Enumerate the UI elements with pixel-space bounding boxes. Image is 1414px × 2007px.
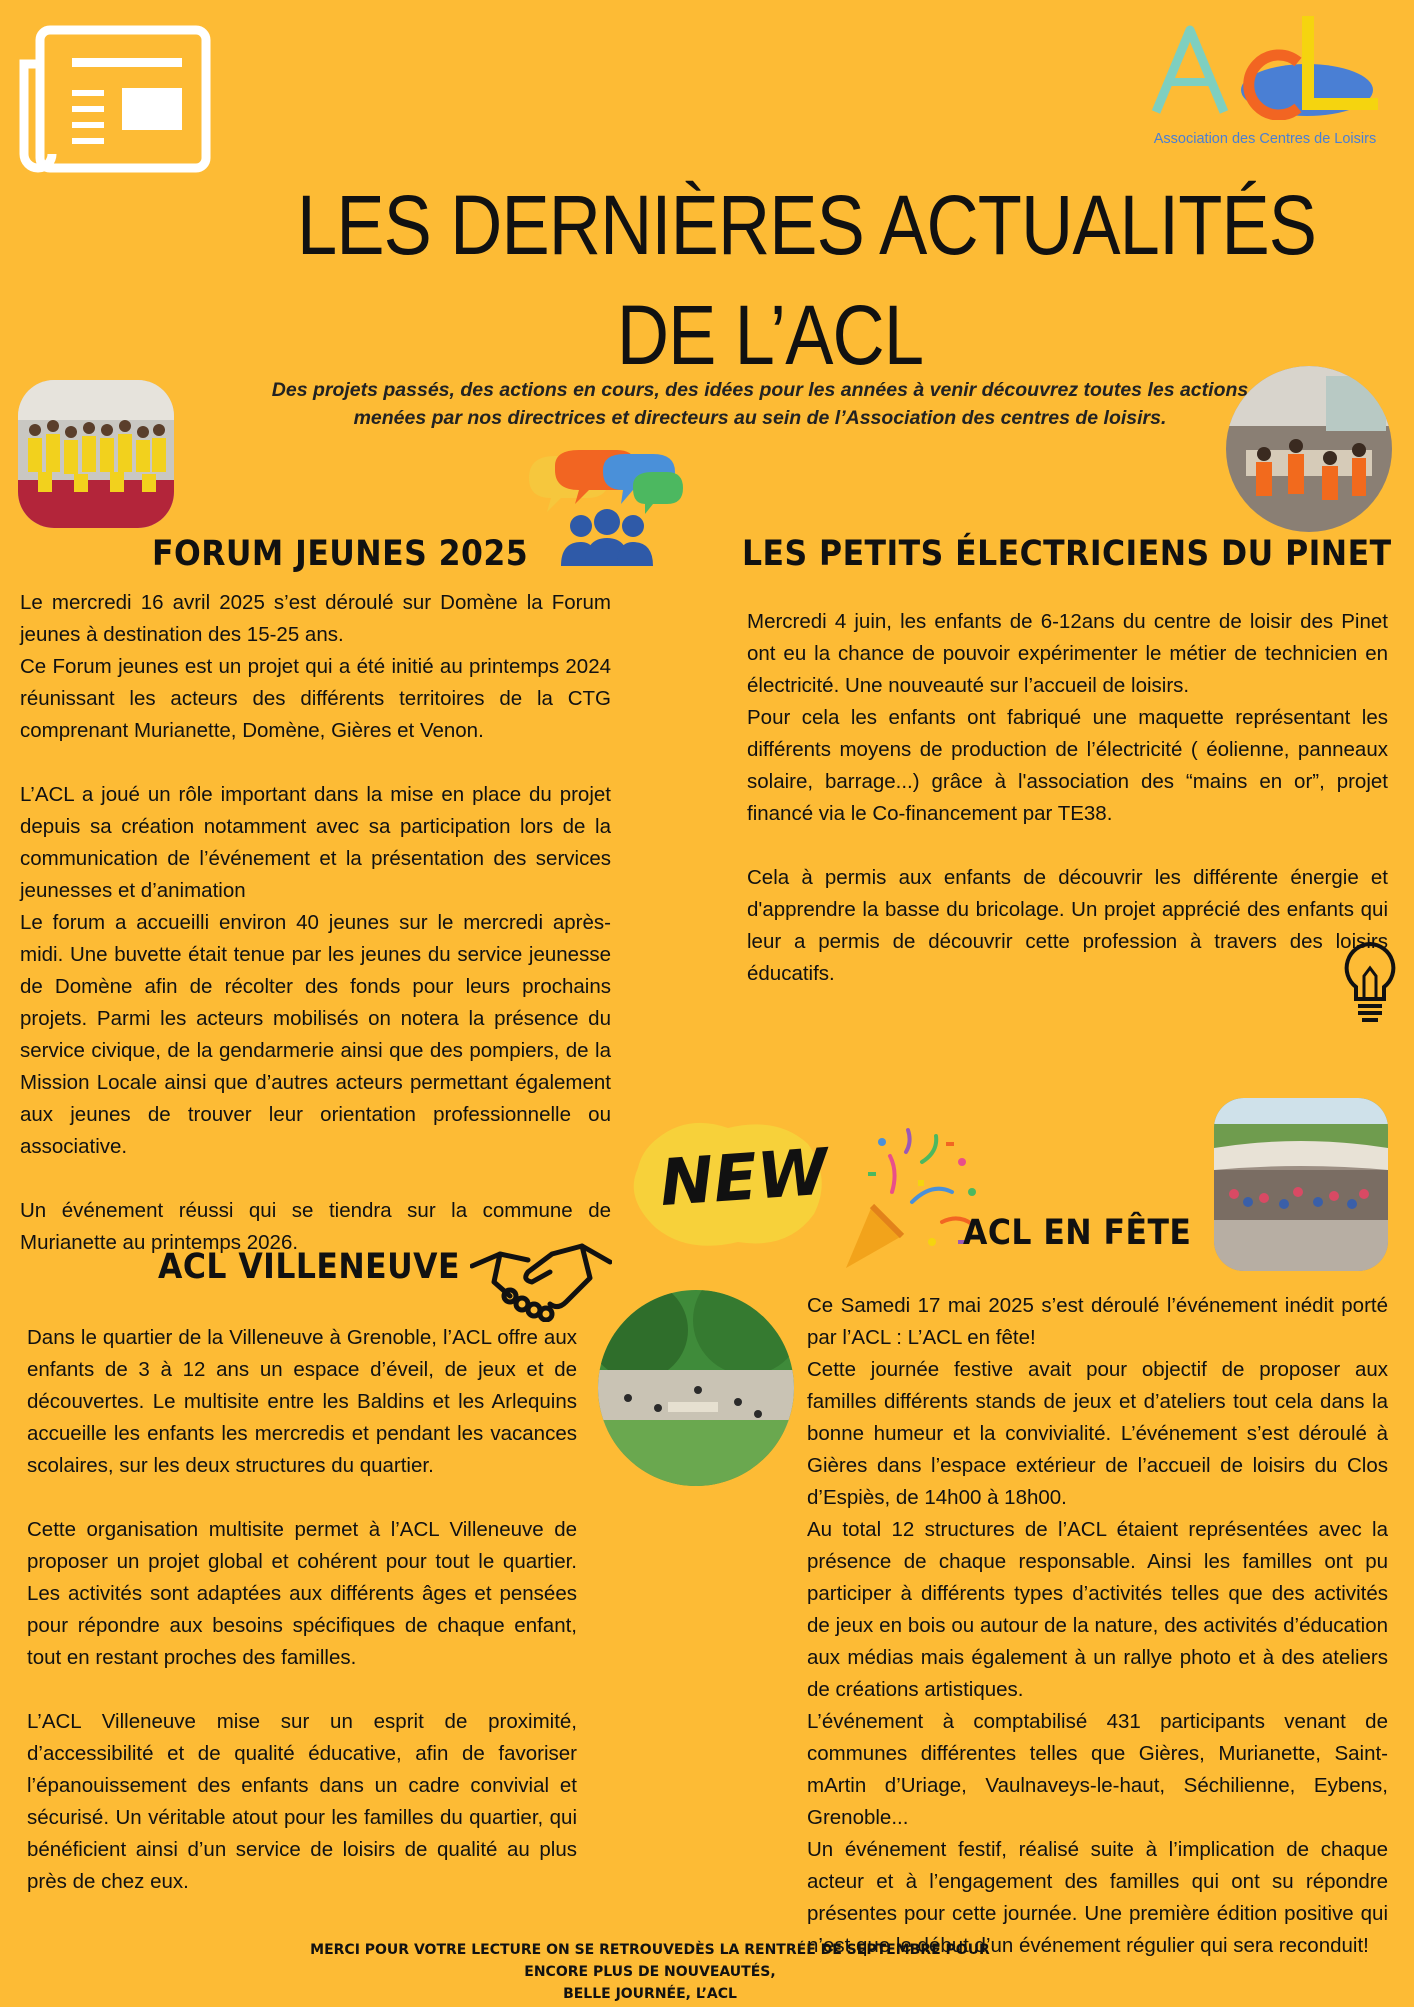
chat-people-icon (525, 448, 685, 568)
fete-photo (1214, 1098, 1388, 1271)
footer-line-2: ENCORE PLUS DE NOUVEAUTÉS, (524, 1964, 776, 1980)
footer-message (250, 1937, 1050, 2007)
forum-body: Le mercredi 16 avril 2025 s’est déroulé sur Domène la Forum jeunes à destination des 15-25 ans. Ce Forum jeunes est un projet qui a été initié au printemps 2024 réunissant les acteurs des différents territoires de la CTG comprenant Murianette, Domène, Gières et Venon. L’ACL a joué un rôle important dans la mise en place du projet depuis sa création notamment avec sa participation lors de la communication de l’événement et la présentation des services jeunesses et d’animation Le forum a accueilli environ 40 jeunes sur le mercredi après-midi. Une buvette était tenue par les jeunes du service jeunesse de Domène afin de récolter des fonds pour leurs prochains projets. Parmi les acteurs mobilisés on notera la présence du service civique, de la gendarmerie ainsi que des pompiers, de la Mission Locale ainsi que d’autres acteurs permettant également aux jeunes de trouver leur orientation professionnelle ou associative. Un événement réussi qui se tiendra sur la commune de Murianette au printemps 2026. (20, 591, 611, 1254)
footer-line-3: BELLE JOURNÉE, L’ACL (563, 1986, 737, 2002)
electriciens-body: Mercredi 4 juin, les enfants de 6-12ans du centre de loisir des Pinet ont eu la chance de pouvoir expérimenter le métier de technicien en électricité. Une nouveauté sur l’accueil de loisirs. Pour cela les enfants ont fabriqué une maquette représentant les différents moyens de production de l’électricité ( éolienne, panneaux solaire, barrage...) grâce à l'association des “mains en or”, projet financé via le Co-financement par TE38. Cela à permis aux enfants de découvrir les différente énergie et d'apprendre la basse du bricolage. Un projet apprécié des enfants qui leur a permis de découvrir cette profession à travers des loisirs éducatifs. (747, 610, 1388, 985)
footer-line-1: MERCI POUR VOTRE LECTURE ON SE RETROUVEDÈS LA RENTRÉE DE SEPTEMBRE POUR (310, 1942, 990, 1958)
villeneuve-body: Dans le quartier de la Villeneuve à Grenoble, l’ACL offre aux enfants de 3 à 12 ans un espace d’éveil, de jeux et de découvertes. Le multisite entre les Baldins et les Arlequins accueille les enfants les mercredis et pendant les vacances scolaires, sur les deux structures du quartier. Cette organisation multisite permet à l’ACL Villeneuve de proposer un projet global et cohérent pour tout le quartier. Les activités sont adaptées aux différents âges et pensées pour répondre aux besoins spécifiques de chaque enfant, tout en restant proches des familles. L’ACL Villeneuve mise sur un esprit de proximité, d’accessibilité et de qualité éducative, afin de favoriser l’épanouissement des enfants dans un cadre convivial et sécurisé. Un véritable atout pour les familles du quartier, qui bénéficient ainsi d’un service de loisirs de qualité au plus près de chez eux. (27, 1326, 577, 1893)
newspaper-icon (16, 24, 214, 174)
fete-body: Ce Samedi 17 mai 2025 s’est déroulé l’événement inédit porté par l’ACL : L’ACL en fête! Cette journée festive avait pour objectif de proposer aux familles différents stands de jeux et d’ateliers tout cela dans la bonne humeur et la convivialité. L’événement s’est déroulé à Gières dans l’espace extérieur de l’accueil de loisirs du Clos d’Espiès, de 14h00 à 18h00. Au total 12 structures de l’ACL étaient représentées avec la présence de chaque responsable. Ainsi les familles ont pu participer à différents types d’activités telles que des activités de jeux en bois ou autour de la nature, des activités d’éducation aux médias mais également à un rallye photo et à des ateliers de créations artistiques. L’événement à comptabilisé 431 participants venant de communes différentes telles que Gières, Murianette, Saint-mArtin d’Uriage, Vaulnaveys-le-haut, Séchilienne, Eybens, Grenoble... Un événement festif, réalisé suite à l’implication de chaque acteur et à l’engagement des familles qui ont su répondre présentes pour cette journée. Une première édition positive qui n’est que le début d’un événement régulier qui sera reconduit! (807, 1294, 1388, 1957)
electriciens-photo (1226, 366, 1392, 532)
logo-tagline: Association des Centres de Loisirs (1153, 131, 1377, 147)
page-title (297, 170, 1317, 390)
handshake-icon (470, 1232, 612, 1322)
page-subtitle: Des projets passés, des actions en cours, des idées pour les années à venir découvrez toutes les actions menées par nos directrices et directeurs au sein de l’Association des centres de loisirs. (271, 379, 1249, 429)
forum-group-photo (18, 380, 174, 528)
new-badge: NEW (657, 1135, 831, 1222)
fete-heading: ACL EN FÊTE (963, 1213, 1192, 1253)
lightbulb-icon (1340, 940, 1400, 1030)
title-line-1: LES DERNIÈRES ACTUALITÉS (297, 178, 1317, 272)
title-line-2: DE L’ACL (616, 288, 924, 382)
forum-heading: FORUM JEUNES 2025 (152, 534, 529, 574)
acl-logo (1120, 10, 1400, 155)
villeneuve-heading: ACL VILLENEUVE (158, 1247, 460, 1287)
villeneuve-park-photo (598, 1290, 794, 1486)
electriciens-heading: LES PETITS ÉLECTRICIENS DU PINET (742, 534, 1392, 574)
